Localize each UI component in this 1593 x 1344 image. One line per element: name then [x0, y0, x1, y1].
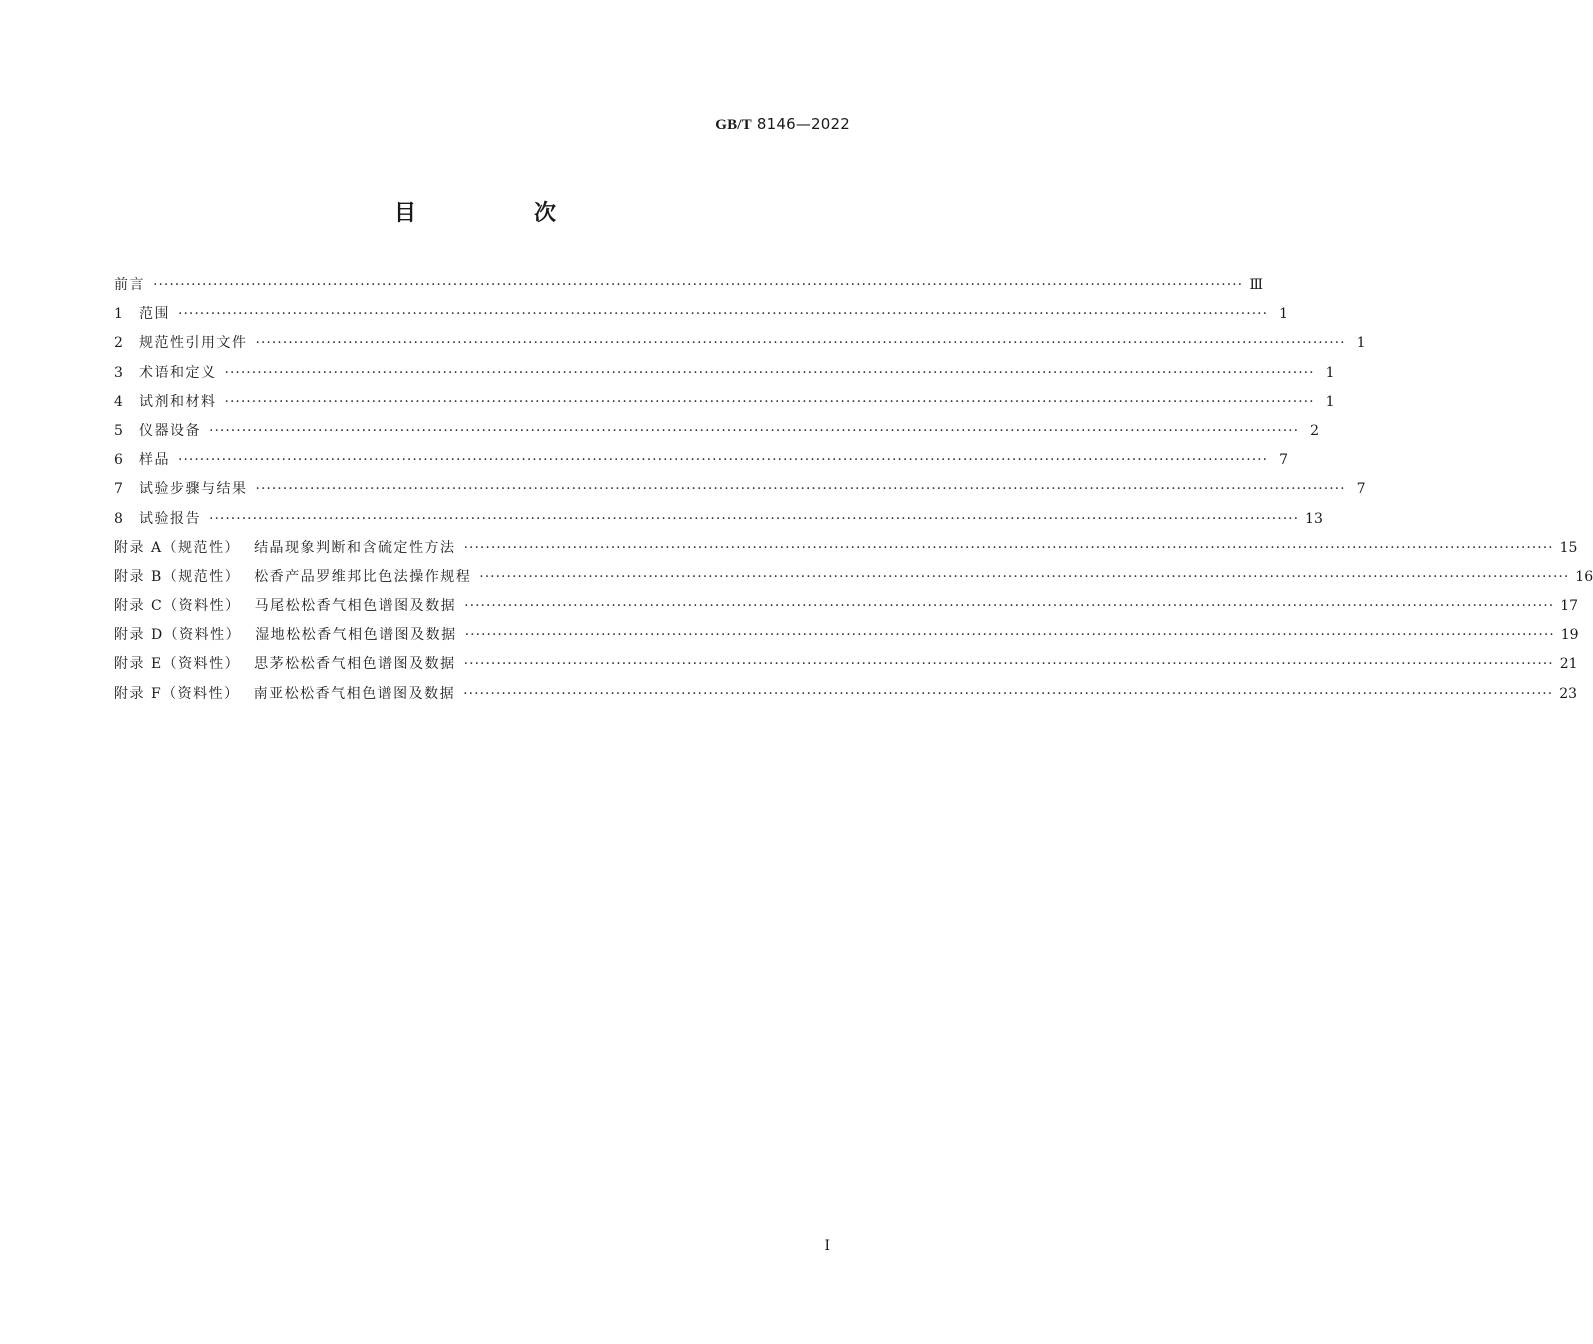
toc-entry-label [114, 592, 456, 621]
toc-leader-dots: ········································································································································································································ [479, 568, 1570, 585]
toc-entry-terms[interactable] [114, 359, 1335, 388]
toc-entry-page: Ⅲ [1249, 277, 1264, 293]
standard-code [715, 115, 850, 134]
toc-entry-page: 17 [1560, 598, 1579, 615]
toc-entry-number: 5 [114, 422, 123, 439]
toc-leader-dots: ········································································································································································································ [255, 335, 1346, 352]
table-of-contents [114, 271, 1593, 709]
toc-leader-dots: ········································································································································································································ [178, 452, 1269, 469]
toc-leader-dots: ········································································································································································································ [178, 306, 1269, 323]
toc-entry-page: 1 [1279, 306, 1289, 323]
toc-entry-foreword[interactable] [114, 271, 1264, 300]
toc-entry-number: 6 [114, 452, 123, 469]
toc-entry-label: 试验报告 [139, 510, 201, 527]
toc-entry-page: 1 [1325, 393, 1335, 410]
toc-title: 目 次 [393, 201, 604, 226]
toc-entry-page: 19 [1560, 627, 1579, 644]
toc-entry-annex-e[interactable] [114, 650, 1578, 679]
toc-leader-dots: ········································································································································································································ [464, 598, 1555, 615]
toc-entry-label: 规范性引用文件 [139, 335, 248, 352]
annex-title: 思茅松松香气相色谱图及数据 [254, 656, 456, 673]
toc-entry-label: 试验步骤与结果 [139, 481, 248, 498]
toc-entry-apparatus[interactable] [114, 417, 1320, 446]
annex-title: 南亚松松香气相色谱图及数据 [253, 685, 456, 702]
toc-leader-dots: ········································································································································································································ [153, 277, 1244, 293]
toc-entry-annex-b[interactable] [114, 563, 1593, 592]
toc-entry-label: 术语和定义 [139, 364, 217, 381]
toc-entry-number: 7 [114, 481, 123, 498]
toc-entry-label: 仪器设备 [139, 422, 201, 439]
toc-leader-dots: ········································································································································································································ [224, 393, 1315, 410]
annex-designation: 附录 A（规范性） [114, 539, 241, 556]
toc-entry-page: 7 [1356, 481, 1366, 498]
toc-leader-dots: ········································································································································································································ [464, 627, 1555, 644]
annex-title: 松香产品罗维邦比色法操作规程 [254, 568, 472, 585]
toc-entry-samples[interactable] [114, 446, 1289, 475]
annex-designation: 附录 B（规范性） [114, 568, 241, 585]
toc-entry-label: 样品 [139, 452, 170, 469]
annex-designation: 附录 F（资料性） [114, 685, 240, 702]
toc-leader-dots: ········································································································································································································ [255, 481, 1346, 498]
toc-entry-annex-a[interactable] [114, 534, 1578, 563]
toc-entry-scope[interactable] [114, 300, 1289, 329]
annex-designation: 附录 D（资料性） [114, 627, 242, 644]
toc-entry-label [114, 650, 456, 679]
toc-entry-number: 8 [114, 510, 123, 527]
toc-entry-normative-references[interactable] [114, 329, 1366, 358]
annex-designation: 附录 E（资料性） [114, 656, 241, 673]
toc-entry-test-report[interactable] [114, 505, 1323, 534]
toc-leader-dots: ········································································································································································································ [224, 364, 1315, 381]
toc-entry-label [114, 621, 457, 650]
toc-entry-label [114, 680, 455, 709]
toc-entry-annex-d[interactable] [114, 621, 1579, 650]
toc-entry-page: 1 [1356, 335, 1366, 352]
toc-entry-procedure[interactable] [114, 475, 1366, 504]
annex-title: 马尾松松香气相色谱图及数据 [254, 598, 457, 615]
toc-entry-page: 23 [1559, 685, 1578, 702]
toc-entry-label [114, 534, 456, 563]
toc-entry-annex-f[interactable] [114, 680, 1578, 709]
toc-entry-annex-c[interactable] [114, 592, 1579, 621]
toc-entry-label: 试剂和材料 [139, 393, 217, 410]
toc-entry-page: 7 [1279, 452, 1289, 469]
toc-leader-dots: ········································································································································································································ [209, 422, 1300, 439]
toc-leader-dots: ········································································································································································································ [463, 685, 1554, 702]
toc-entry-page: 15 [1559, 539, 1578, 556]
toc-entry-page: 1 [1325, 364, 1335, 381]
toc-entry-page: 21 [1559, 656, 1578, 673]
annex-title: 结晶现象判断和含硫定性方法 [254, 539, 456, 556]
toc-entry-number: 3 [114, 364, 123, 381]
toc-entry-number: 4 [114, 393, 123, 410]
standard-prefix: GB/T [715, 117, 752, 133]
toc-entry-label [114, 563, 471, 592]
toc-entry-page: 16 [1575, 568, 1593, 585]
toc-leader-dots: ········································································································································································································ [209, 510, 1300, 527]
toc-entry-number: 2 [114, 335, 123, 352]
toc-entry-label: 范围 [139, 306, 170, 323]
page-number: I [824, 1238, 830, 1254]
toc-leader-dots: ········································································································································································································ [463, 656, 1554, 673]
toc-entry-reagents[interactable] [114, 388, 1335, 417]
toc-entry-page: 2 [1310, 422, 1320, 439]
toc-entry-page: 13 [1305, 510, 1323, 527]
toc-entry-number: 1 [114, 306, 123, 323]
toc-leader-dots: ········································································································································································································ [463, 539, 1554, 556]
standard-number: 8146—2022 [756, 115, 850, 133]
annex-title: 湿地松松香气相色谱图及数据 [255, 627, 457, 644]
toc-entry-label: 前言 [114, 277, 145, 293]
annex-designation: 附录 C（资料性） [114, 598, 241, 615]
